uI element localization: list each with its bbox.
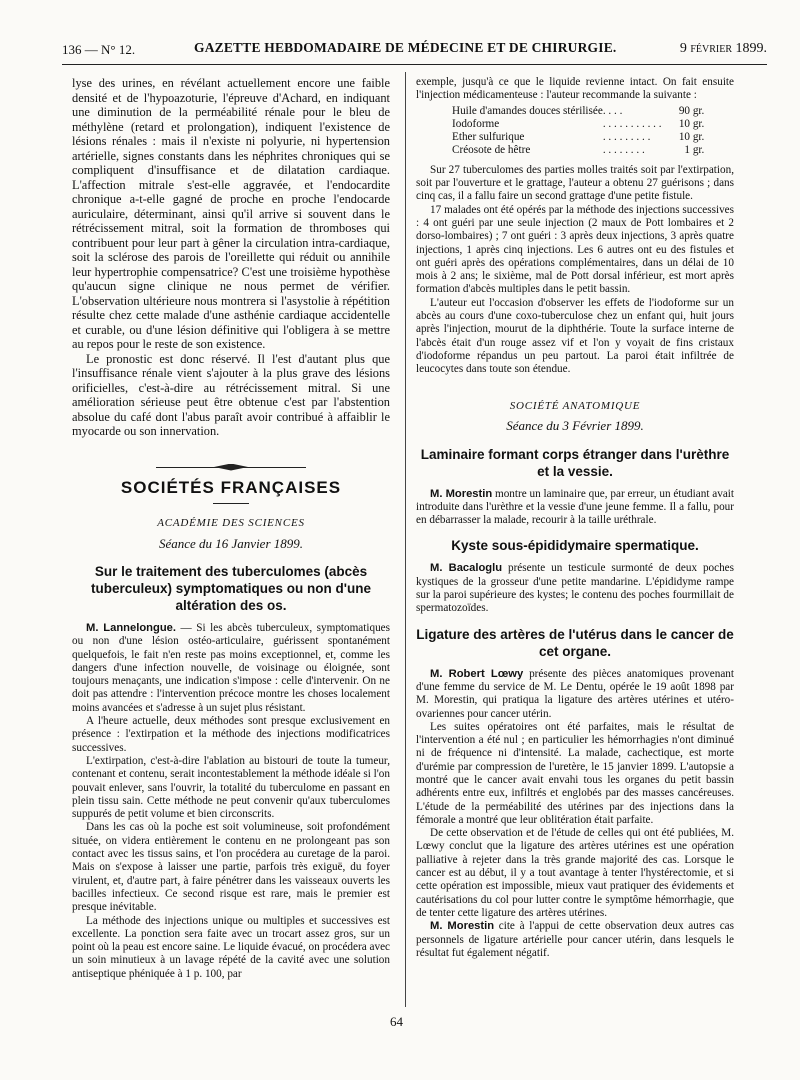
article-title: Ligature des artères de l'utérus dans le cancer de cet organe. xyxy=(416,626,734,659)
article-title: Laminaire formant corps étranger dans l'urèthre et la vessie. xyxy=(420,446,730,479)
paragraph: M. Morestin montre un laminaire que, par erreur, un étudiant avait introduite dans l'urèthre et la vessie d'une jeune femme. Il a fallu, pour en débarrasser la malade, recourir à la taille uréthrale. xyxy=(416,487,734,527)
paragraph: 17 malades ont été opérés par la méthode des injections successives : 4 ont guéri par une seule injection (2 maux de Pott lombaires et 2 dorso-lombaires) ; 7 ont guéri : 3 après deux injections, 3 après quatre injections, 1 après cinq injections. Les 6 autres ont eu des fistules et ont guéri après des opérations complémentaires, dans un délai de 10 mois à 2 ans; le sixième, mal de Pott dorsal inférieur, est mort après formation d'abcès multiples dans le petit bassin. xyxy=(416,203,734,296)
paragraph: Le pronostic est donc réservé. Il l'est d'autant plus que l'insuffisance rénale vient s'ajouter à la plus grave des lésions orificielles, c'est-à-dire au rétrécissement mitral. Si une amélioration sérieuse peut être obtenue c'est par l'abstention absolue du café dont l'abus paraît avoir contribué à affaiblir le myocarde ou son innervation. xyxy=(72,351,390,438)
recipe-row: Ether sulfurique . . . . . . . . . 10 gr. xyxy=(452,131,705,144)
paragraph: La méthode des injections unique ou multiples et successives est excellente. La ponction sera faite avec un trocart assez gros, sur un point où la peau est encore saine. Le liquide évacué, on procédera avec un soin minutieux à un lavage répété de la cavité avec une solution antiseptique phéniquée à 1 p. 100, par xyxy=(72,914,390,980)
paragraph: M. Morestin cite à l'appui de cette observation deux autres cas personnels de ligature artérielle pour cancer utérin, dans lesquels le résultat fut également négatif. xyxy=(416,920,734,959)
paragraph: M. Bacaloglu présente un testicule surmonté de deux poches kystiques de la grosseur d'une petite mandarine. L'épididyme rampe sur la paroi supérieure des kystes; le contenu des poches fourmillait de spermatozoïdes. xyxy=(416,562,735,615)
ornament-divider xyxy=(156,463,306,473)
article-title: Kyste sous-épididymaire spermatique. xyxy=(451,538,699,554)
page-number-header: 136 — N° 12. xyxy=(62,42,136,57)
journal-title: GAZETTE HEBDOMADAIRE DE MÉDECINE ET DE CHIRURGIE. xyxy=(194,40,617,55)
left-column xyxy=(72,76,390,981)
column-divider xyxy=(405,72,406,1007)
recipe-table xyxy=(452,105,704,158)
paragraph: lyse des urines, en révélant actuellement encore une faible densité et de l'hypoazoturie, l'épreuve d'Achard, en indiquant une diminution de la perméabilité rénale pour le bleu de méthylène (retard et prolongation), indiquent l'existence de lésions rénales : mais il n'existe ni polyurie, ni hypertension artérielle, signes constants dans les néphrites chroniques qui se compliquent d'insuffisance et de dilatation cardiaque. L'affection mitrale s'est-elle aggravée, et l'endocardite chronique a-t-elle gagné de proche en proche l'endocarde auriculaire, déterminant, ainsi qu'il arrive si souvent dans le rétrécissement mitral, soit la formation de thromboses qui contribuent pour leur part à gêner la circulation intra-cardiaque, soit la sclérose des parois de l'oreillette qui réduit ou annihile leur hypertrophie compensatrice? C'est une troisième hypothèse qu'aucun signe clinique ne nous permet de vérifier. L'observation ultérieure nous montrera si l'asystolie à répétition résulte chez cette malade d'une asthénie cardiaque accidentelle et curable, ou d'une lésion définitive qui l'obligera à se mettre au repos pour le reste de son existence. xyxy=(72,76,390,351)
recipe-row: Huile d'amandes douces stérilisée . . . . 90 gr. xyxy=(452,104,705,117)
paragraph: M. Lannelongue. — Si les abcès tuberculeux, symptomatiques ou non d'une lésion ostéo-articulaire, guérissent spontanément quelquefois, le fait n'en reste pas moins exceptionnel, et, comme les dangers d'une infection nouvelle, de voisinage ou éloignée, sont toujours menaçants, une indication s'impose : celle d'intervenir. On ne doit pas attendre : l'intervention précoce montre les choses localement moins avancées et s'adresse à un sujet plus résistant. xyxy=(72,622,390,714)
article-title: Sur le traitement des tuberculomes (abcès tuberculeux) symptomatiques ou non d'une altération des os. xyxy=(91,564,371,613)
section-heading: SOCIÉTÉS FRANÇAISES xyxy=(120,477,342,497)
session-date: Séance du 3 Février 1899. xyxy=(506,418,644,434)
session-date: Séance du 16 Janvier 1899. xyxy=(158,535,304,551)
author-name: M. Bacaloglu xyxy=(430,562,503,575)
author-name: M. Morestin xyxy=(430,487,493,500)
divider xyxy=(213,503,249,504)
page-number-footer: 64 xyxy=(390,1014,403,1029)
paragraph: M. Robert Lœwy présente des pièces anatomiques provenant d'une femme du service de M. Le Dentu, opérée le 19 août 1898 par M. Morestin, qui pratiqua la ligature des artères utérines et utéro-ovariennes pour cancer utérin. xyxy=(416,667,734,720)
issue-date: 9 FÉVRIER 1899. xyxy=(679,41,767,56)
author-name: M. Robert Lœwy xyxy=(430,667,524,680)
paragraph: A l'heure actuelle, deux méthodes sont presque exclusivement en présence : l'extirpation et la méthode des injections modificatrices successives. xyxy=(72,715,390,754)
paragraph: L'auteur eut l'occasion d'observer les effets de l'iodoforme sur un abcès au cours d'une coxo-tuberculose chez un enfant qui, huit jours après l'injection, mourut de la diphthérie. Toute la surface interne de l'abcès était d'un rouge assez vif et l'on y voyait de fins cristaux d'iodoforme répandus un peu partout. La paroi était infiltrée de leucocytes dans toute son étendue. xyxy=(416,296,734,376)
society-name: SOCIÉTÉ ANATOMIQUE xyxy=(509,399,641,412)
recipe-row: Iodoforme . . . . . . . . . . . 10 gr. xyxy=(452,117,705,130)
paragraph: Les suites opératoires ont été parfaites, mais le résultat de l'intervention a été nul ; en particulier les hémorrhagies n'ont diminué ni de fréquence ni d'intensité. La malade, cachectique, est morte d'urémie par compression de l'uretère, le 15 janvier 1899. L'autopsie a montré que le cancer avait envahi tous les organes du petit bassin adhérents entre eux, infiltrés et englobés par des masses cancéreuses. L'étude de la perméabilité des utérines par des injections dans la fémorale a montré que leur oblitération était parfaite. xyxy=(416,720,734,826)
author-name: M. Morestin xyxy=(430,920,495,933)
society-name: ACADÉMIE DES SCIENCES xyxy=(157,517,305,529)
paragraph: L'extirpation, c'est-à-dire l'ablation au bistouri de toute la tumeur, contenant et contenu, serait incontestablement la méthode idéale si l'on pouvait enlever, sans l'ouvrir, la totalité du tuberculome en passant en plein tissu sain. Cette méthode ne peut convenir qu'aux tuberculomes suppurés de petit volume et bien circonscrits. xyxy=(72,754,390,821)
paragraph: Sur 27 tuberculomes des parties molles traités soit par l'extirpation, soit par l'ouverture et le grattage, l'auteur a obtenu 27 guérisons ; dans cinq cas, il a fallu faire un second grattage d'une petite fistule. xyxy=(416,163,734,203)
paragraph: exemple, jusqu'à ce que le liquide revienne intact. On fait ensuite l'injection médicamenteuse : l'auteur recommande la suivante : xyxy=(416,76,734,102)
running-header xyxy=(62,40,767,65)
recipe-row: Créosote de hêtre . . . . . . . . 1 gr. xyxy=(452,144,705,157)
author-name: M. Lannelongue. xyxy=(86,622,177,634)
right-column xyxy=(416,76,734,960)
paragraph: De cette observation et de l'étude de celles qui ont été publiées, M. Lœwy conclut que la ligature des artères utérines est une opération palliative à rejeter dans la très grande majorité des cas. Lorsque le cancer est au début, il y a tout avantage à tenter l'hystérectomie, et si cette opération est impossible, mieux vaut pratiquer des évidements et cautérisations du col pour lutter contre le symptôme hémorrhagie, que de tenter cette ligature des artères utérines. xyxy=(416,827,734,919)
paragraph: Dans les cas où la poche est soit volumineuse, soit profondément située, on videra entièrement le contenu en ne prolongeant pas son contact avec les tissus sains, et l'on procédera au curetage de la paroi. Mais on s'expose à laisser une partie, parfois très exiguë, du foyer virulent, et, d'autre part, à faire pénétrer dans les vaisseaux ouverts les bacilles infectieux. Ce second risque est rare, mais le premier est presque inévitable. xyxy=(72,821,390,914)
